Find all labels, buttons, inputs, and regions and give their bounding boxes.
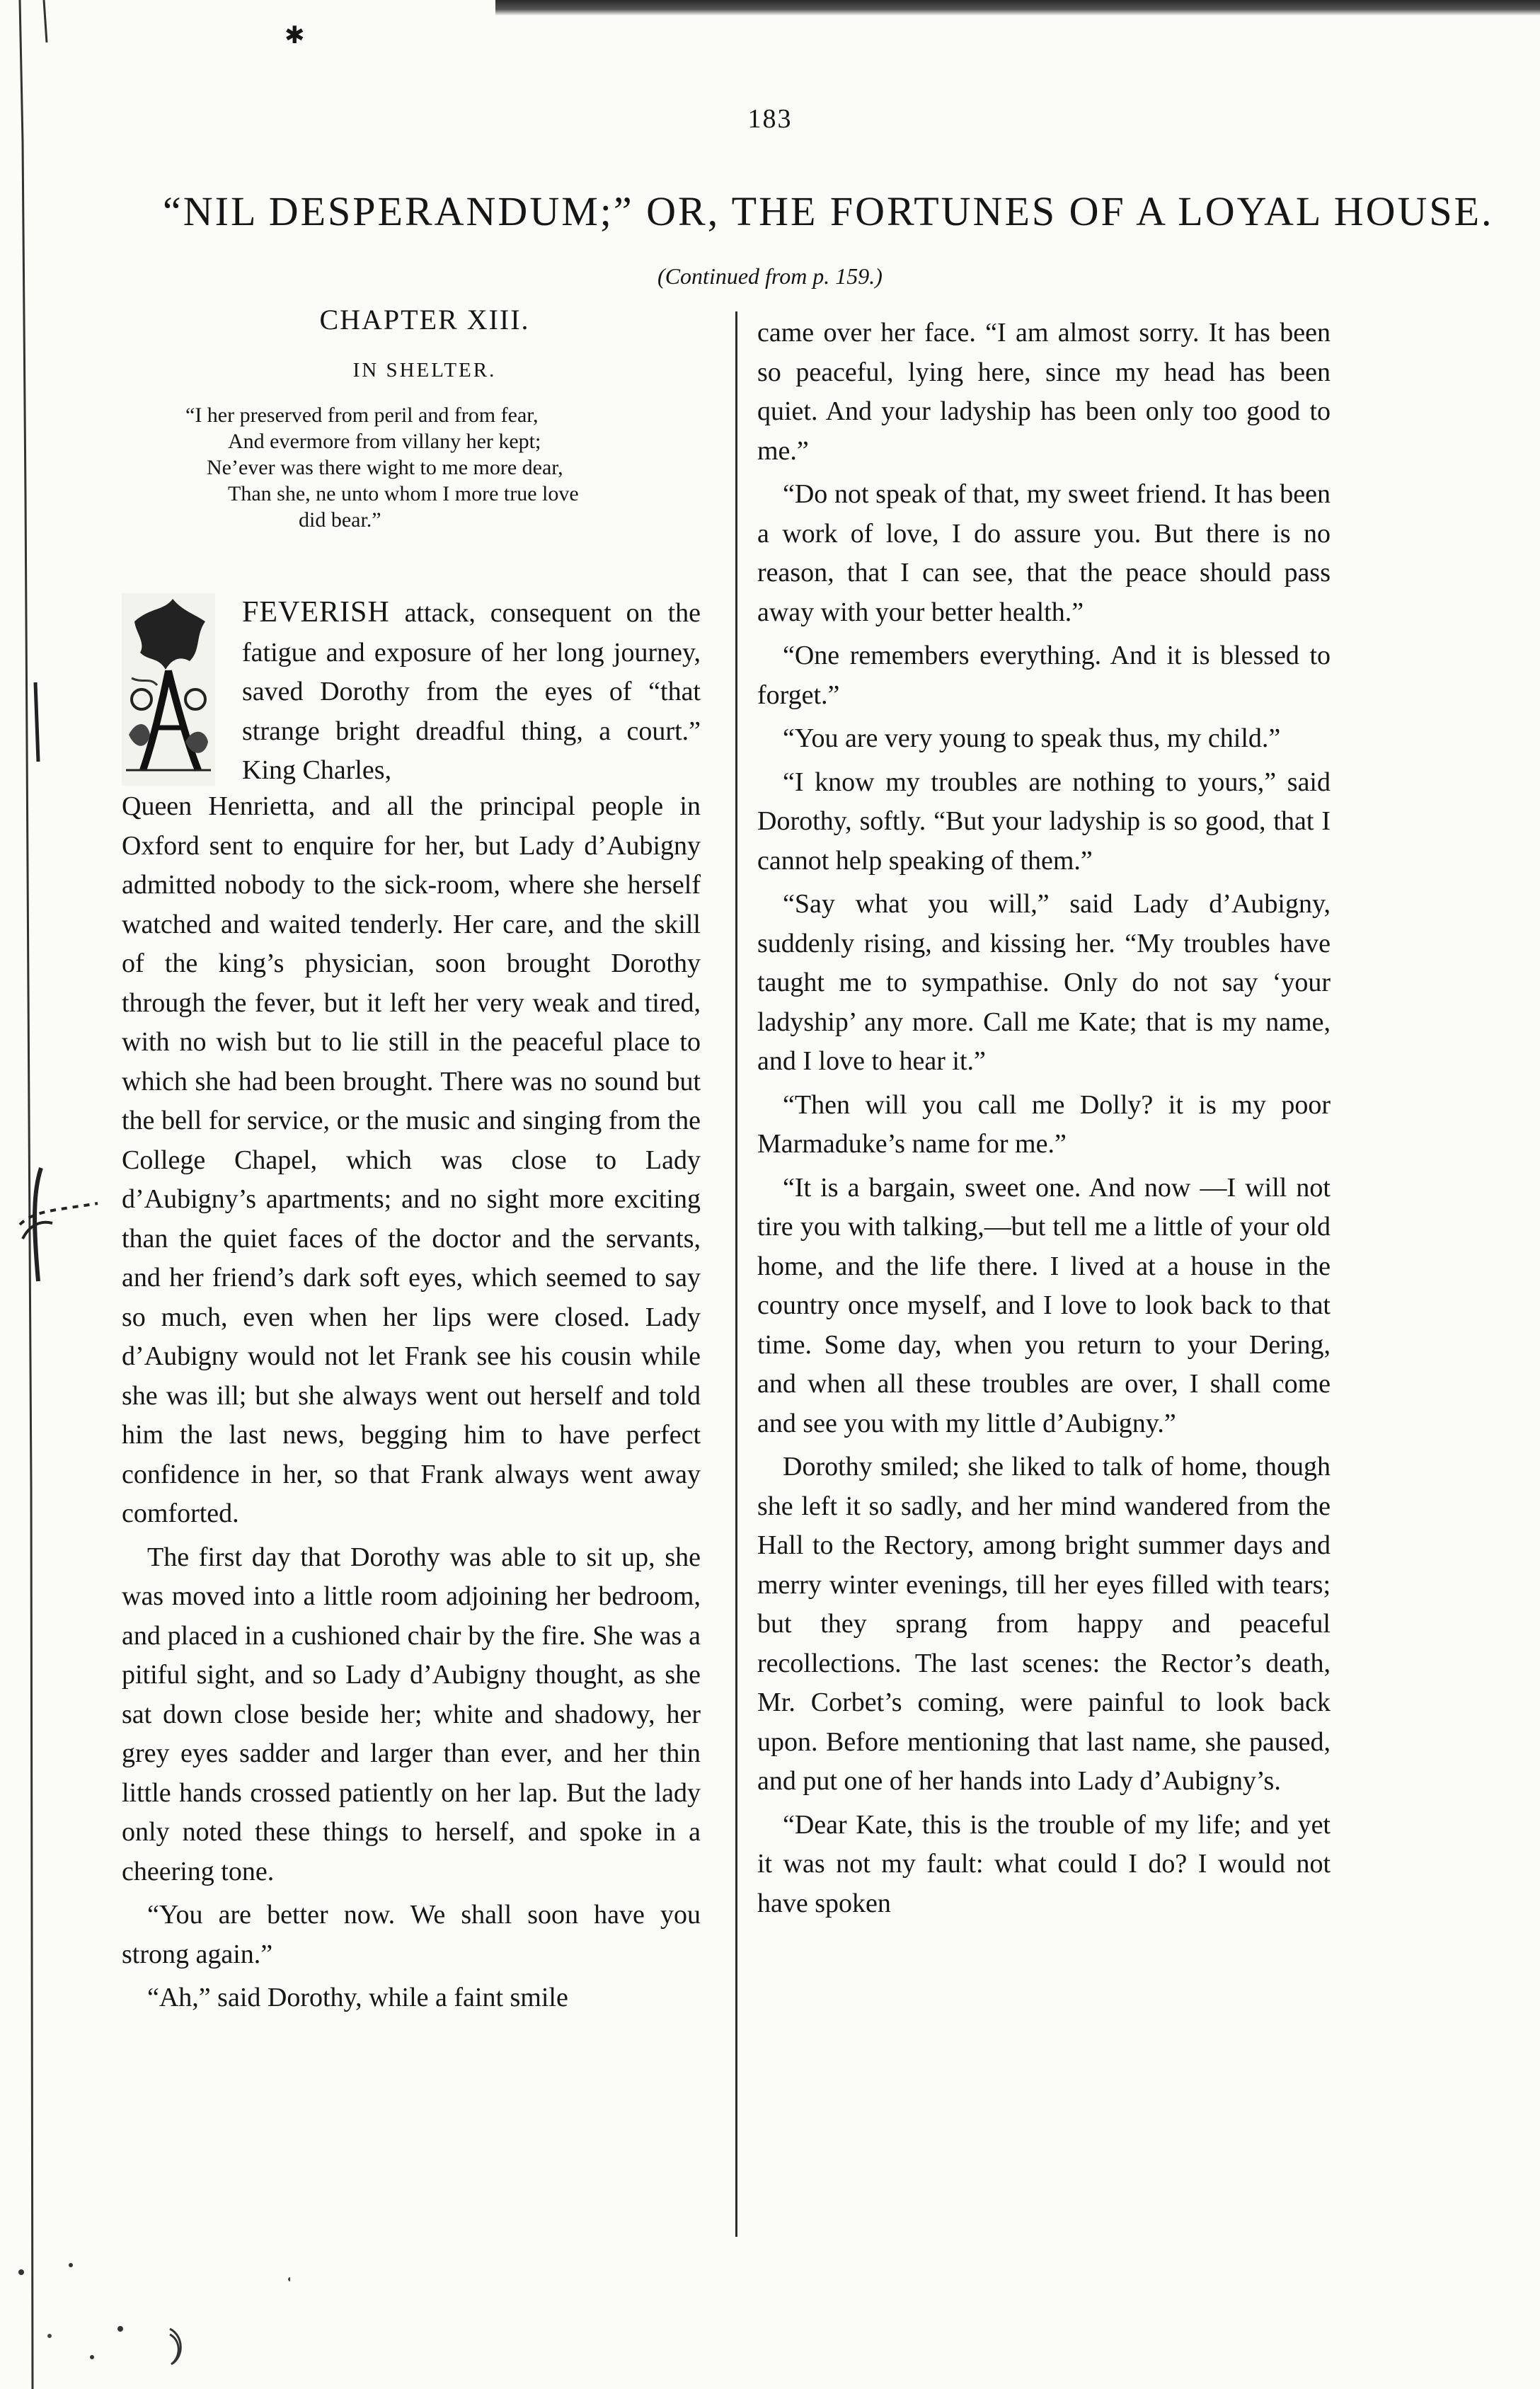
epigraph-line: “I her preserved from peril and from fear, [185,403,539,427]
epigraph-line: And evermore from villany her kept; [228,430,541,453]
chapter-title: CHAPTER XIII. [319,304,530,336]
paragraph: “Do not speak of that, my sweet friend. It has been a work of love, I do assure you. But there is no reason, that I can see, that the peace should pass away with your better health.” [757,479,1331,627]
opening-text: attack, consequent on the fatigue and exposure of her long journey, saved Dorothy from the eyes of “that strange bright dreadful thing, a court.” King Charles, [242,598,701,785]
page-number: 183 [747,104,793,134]
paragraph: came over her face. “I am almost sorry. It has been so peaceful, lying here, since my head has been quiet. And your ladyship has been only too good to me.” [757,318,1331,466]
opening-word: FEVERISH [242,596,390,629]
paragraph: “It is a bargain, sweet one. And now —I will not tire you with talking,—but tell me a little of your old home, and the life there. I lived at a house in the country once myself, and I love to look back to that time. Some day, when you return to your Dering, and when all these troubles are over, I shall come and see you with my little d’Aubigny.” [757,1172,1331,1438]
paragraph: “One remembers everything. And it is blessed to forget.” [757,641,1331,710]
margin-pencil-mark [13,1161,105,1288]
paragraph: Dorothy smiled; she liked to talk of home, though she left it so sadly, and her mind wandered from the Hall to the Rectory, among bright summer days and merry winter evenings, till her eyes filled with tears; but they sprang from happy and peaceful recollections. The last scenes: the Rector’s death, Mr. Corbet’s coming, were painful to look back upon. Before mentioning that last name, she paused, and put one of her hands into Lady d’Aubigny’s. [757,1452,1331,1796]
paragraph: “Ah,” said Dorothy, while a faint smile [147,1983,568,2012]
epigraph-line: did bear.” [299,508,381,532]
printer-asterisk: ✱ [285,23,305,49]
drop-cap-letter [122,593,215,786]
paragraph: “Say what you will,” said Lady d’Aubigny, suddenly rising, and kissing her. “My troubles have taught me to sympathise. Only do not say ‘your ladyship’ any more. Call me Kate; that is my name, and I love to hear it.” [757,889,1331,1076]
left-column [122,787,701,2018]
epigraph [185,402,695,533]
epigraph-line: Ne’ever was there wight to me more dear, [207,456,563,479]
paragraph: “Dear Kate, this is the trouble of my life; and yet it was not my fault: what could I do? I would not have spoken [757,1809,1331,1918]
paragraph: “You are better now. We shall soon have you strong again.” [122,1900,701,1969]
scan-specks [7,2251,290,2378]
paragraph: “You are very young to speak thus, my child.” [783,723,1281,753]
paragraph: The first day that Dorothy was able to sit up, she was moved into a little room adjoining her bedroom, and placed in a cushioned chair by the fire. She was a pitiful sight, and so Lady d’Aubigny thought, as she sat down close beside her; white and shadowy, her grey eyes sadder and larger than ever, and her thin little hands crossed patiently on her lap. But the lady only noted these things to herself, and spoke in a cheering tone. [122,1542,701,1886]
paragraph: “I know my troubles are nothing to yours,” said Dorothy, softly. “But your ladyship is so good, that I cannot help speaking of them.” [757,767,1331,876]
right-column [757,314,1331,1923]
margin-pencil-mark [21,680,50,764]
opening-paragraph-text [242,593,701,791]
continued-note: (Continued from p. 159.) [657,263,883,289]
opening-paragraph [122,593,702,791]
page-scan-edge [495,0,1540,16]
running-title: “NIL DESPERANDUM;” OR, THE FORTUNES OF A LOYAL HOUSE. [163,188,1494,234]
paragraph: Queen Henrietta, and all the principal people in Oxford sent to enquire for her, but Lady d’Aubigny admitted nobody to the sick-room, where she herself watched and waited tenderly. Her care, and the skill of the king’s physician, soon brought Dorothy through the fever, but it left her very weak and tired, with no wish but to lie still in the peaceful place to which she had been brought. There was no sound but the bell for service, or the music and singing from the College Chapel, which was close to Lady d’Aubigny’s apartments; and no sight more exciting than the quiet faces of the doctor and the servants, and her friend’s dark soft eyes, which seemed to say so much, even when her lips were closed. Lady d’Aubigny would not let Frank see his cousin while she was ill; but she always went out herself and told him the last news, begging him to have perfect confidence in her, so that Frank always went away comforted. [122,791,701,1528]
paragraph: “Then will you call me Dolly? it is my poor Marmaduke’s name for me.” [757,1089,1331,1159]
column-rule [735,311,737,2237]
section-title: IN SHELTER. [352,359,497,382]
epigraph-line: Than she, ne unto whom I more true love [228,482,579,505]
